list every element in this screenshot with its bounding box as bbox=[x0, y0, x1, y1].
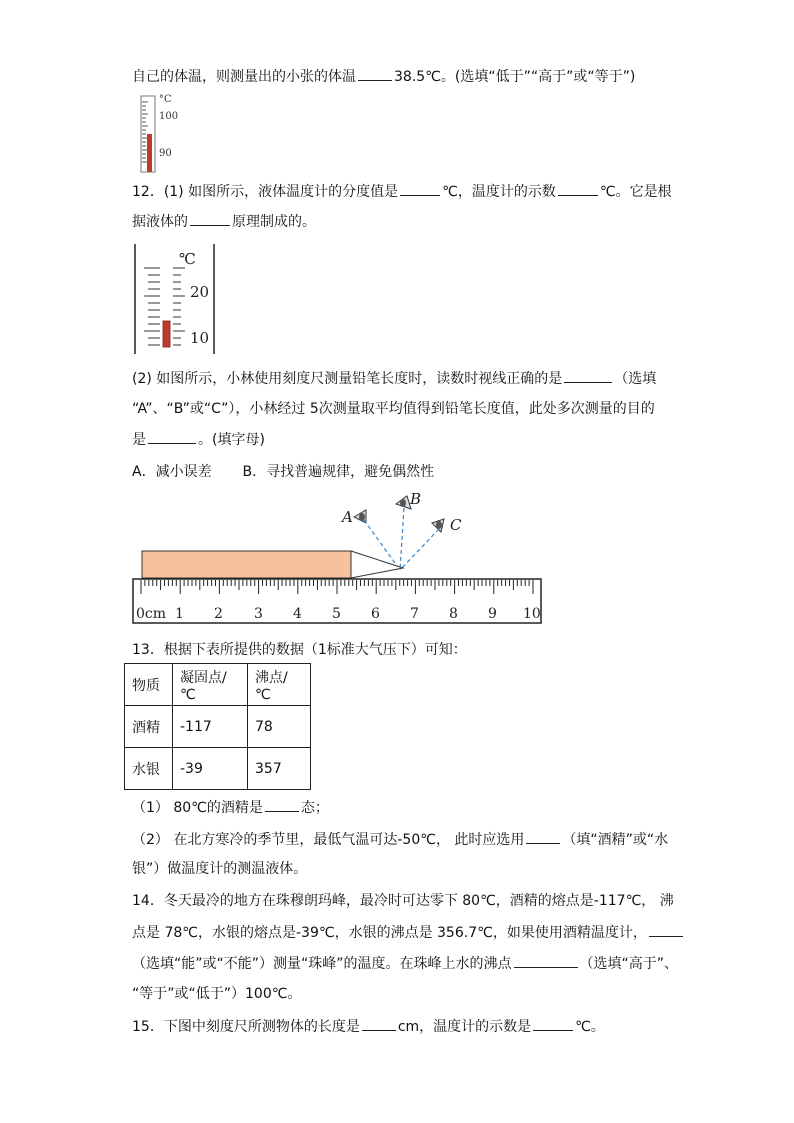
q13-sub2: （2） 在北方寒冷的季节里，最低气温可达-50℃， 此时应选用 （填“酒精”或“水 bbox=[132, 829, 668, 850]
eye-b-icon bbox=[396, 496, 411, 509]
mercury-column bbox=[163, 321, 170, 347]
table-cell: -117 bbox=[173, 706, 248, 748]
tick-label: 3 bbox=[254, 606, 263, 622]
q12-part2-line3: 是 。(填字母) bbox=[132, 429, 265, 450]
q12-line1: 12．(1) 如图所示，液体温度计的分度值是 ℃，温度计的示数 ℃。它是根 bbox=[132, 181, 672, 202]
answer-blank[interactable] bbox=[400, 181, 440, 196]
tick-label: 0cm bbox=[136, 606, 167, 622]
table-header: 凝固点/℃ bbox=[173, 664, 248, 706]
q11-line1: 自己的体温，则测量出的小张的体温 38.5℃。(选填“低于”“高于”或“等于”) bbox=[132, 66, 635, 87]
option-a[interactable]: A．减小误差 bbox=[132, 464, 212, 480]
answer-blank[interactable] bbox=[190, 211, 230, 226]
data-table bbox=[124, 663, 311, 790]
scale-label-top: 20 bbox=[190, 283, 210, 301]
small-thermometer-figure bbox=[130, 92, 190, 176]
answer-blank[interactable] bbox=[265, 797, 299, 812]
pencil-tip bbox=[351, 551, 403, 578]
tick-label: 4 bbox=[293, 606, 302, 622]
tick-label: 6 bbox=[371, 606, 380, 622]
table-cell: 酒精 bbox=[125, 706, 173, 748]
table-cell: 78 bbox=[248, 706, 311, 748]
q13-sub2-line2: 银”）做温度计的测温液体。 bbox=[132, 861, 308, 877]
answer-blank[interactable] bbox=[649, 922, 683, 937]
q14-line3: （选填“能”或“不能”）测量“珠峰”的温度。在珠峰上水的沸点 （选填“高于”、 bbox=[132, 953, 678, 974]
tick-label: 2 bbox=[214, 606, 223, 622]
liquid-thermometer-figure bbox=[130, 242, 220, 356]
q12-part2-line2: “A”、“B”或“C”），小林经过 5次测量取平均值得到铅笔长度值，此处多次测量的目的 bbox=[132, 401, 655, 417]
q14-line4: “等于”或“低于”）100℃。 bbox=[132, 986, 302, 1002]
q12-line2: 据液体的 原理制成的。 bbox=[132, 211, 316, 232]
q12-options bbox=[132, 462, 434, 482]
mercury-column bbox=[147, 134, 152, 172]
q13-title: 13．根据下表所提供的数据（1标准大气压下）可知： bbox=[132, 642, 467, 658]
table-cell: 水银 bbox=[125, 748, 173, 790]
scale-label-top: 100 bbox=[159, 111, 179, 122]
q14-line2: 点是 78℃，水银的熔点是-39℃，水银的沸点是 356.7℃，如果使用酒精温度计， bbox=[132, 922, 685, 943]
table-cell: -39 bbox=[173, 748, 248, 790]
tick-label: 7 bbox=[410, 606, 419, 622]
eye-label-c: C bbox=[450, 516, 462, 534]
table-header-row bbox=[125, 664, 311, 706]
eye-label-b: B bbox=[410, 490, 422, 508]
unit-label: ℃ bbox=[179, 250, 196, 268]
table-row bbox=[125, 748, 311, 790]
answer-blank[interactable] bbox=[526, 829, 560, 844]
table-cell: 357 bbox=[248, 748, 311, 790]
answer-blank[interactable] bbox=[358, 66, 392, 81]
tick-label: 8 bbox=[449, 606, 458, 622]
table-header: 沸点/℃ bbox=[248, 664, 311, 706]
scale-label-bottom: 90 bbox=[159, 148, 172, 159]
q12-part2-line1: (2) 如图所示，小林使用刻度尺测量铅笔长度时，读数时视线正确的是 （选填 bbox=[132, 368, 656, 389]
tick-label: 9 bbox=[488, 606, 497, 622]
answer-blank[interactable] bbox=[148, 429, 196, 444]
answer-blank[interactable] bbox=[514, 953, 578, 968]
tick-label: 5 bbox=[332, 606, 341, 622]
answer-blank[interactable] bbox=[533, 1016, 573, 1031]
answer-blank[interactable] bbox=[564, 368, 612, 383]
scale-label-bottom: 10 bbox=[190, 329, 210, 347]
table-header: 物质 bbox=[125, 664, 173, 706]
unit-label: °C bbox=[159, 94, 172, 105]
table-row bbox=[125, 706, 311, 748]
tick-label: 10 bbox=[523, 606, 541, 622]
ruler-pencil-figure bbox=[130, 490, 550, 630]
pencil-body bbox=[142, 551, 351, 578]
q15-line: 15．下图中刻度尺所测物体的长度是 cm，温度计的示数是 ℃。 bbox=[132, 1016, 605, 1037]
tick-label: 1 bbox=[175, 606, 184, 622]
eye-label-a: A bbox=[342, 508, 353, 526]
answer-blank[interactable] bbox=[558, 181, 598, 196]
q14-line1: 14．冬天最冷的地方在珠穆朗玛峰，最冷时可达零下 80℃，酒精的熔点是-117℃， 沸 bbox=[132, 893, 674, 909]
option-b[interactable]: B．寻找普遍规律，避免偶然性 bbox=[242, 464, 435, 480]
answer-blank[interactable] bbox=[362, 1016, 396, 1031]
q13-sub1: （1） 80℃的酒精是 态； bbox=[132, 797, 329, 818]
